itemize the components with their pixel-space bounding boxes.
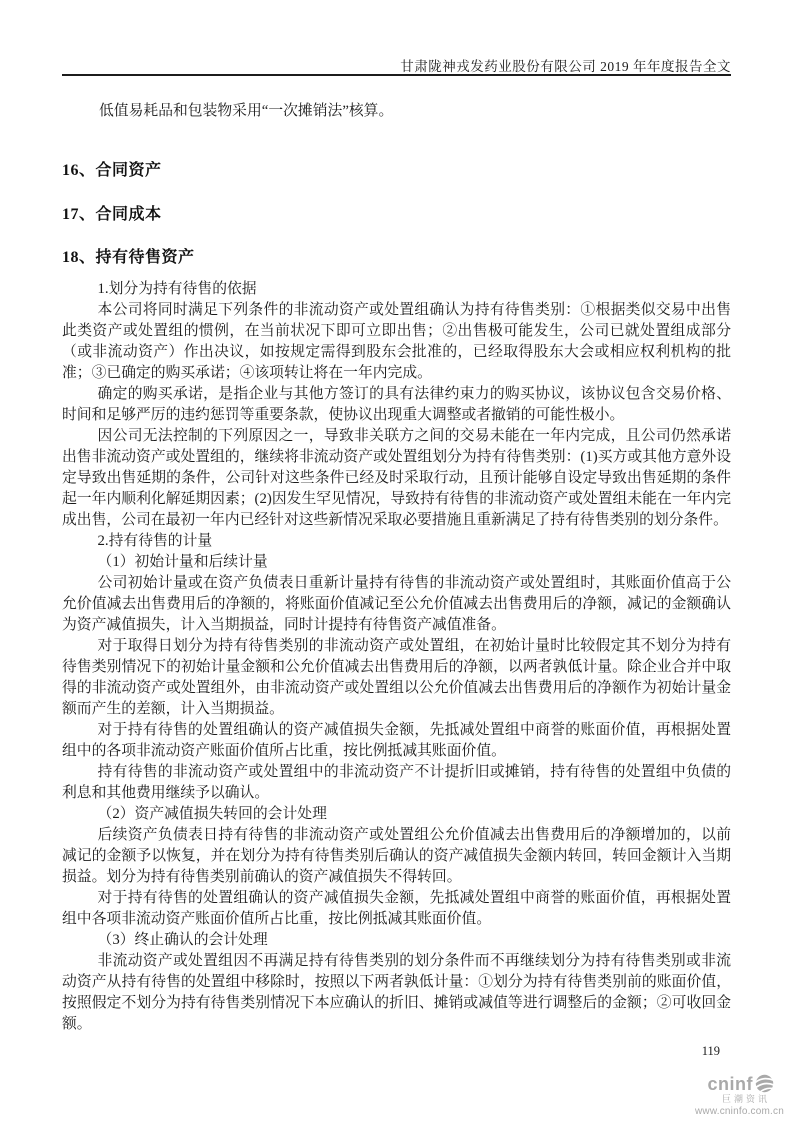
cninfo-chinese-name: 巨潮资讯 xyxy=(721,1094,770,1104)
body-paragraph: （1）初始计量和后续计量 xyxy=(97,554,268,570)
body-paragraph: 因公司无法控制的下列原因之一，导致非关联方之间的交易未能在一年内完成，且公司仍然承诺出售非流动资产或处置组的，继续将非流动资产或处置组划分为持有待售类别：(1)买方或其他方意外设定导致出售延期的条件，公司针对这些条件已经及时采取行动，且预计能够自设定导致出售延期的条件起一年内顺利化解延期因素；(2)因发生罕见情况，导致持有待售的非流动资产或处置组未能在一年内完成出售，公司在最初一年内已经针对这些新情况采取必要措施且重新满足了持有待售类别的划分条件。 xyxy=(62,428,731,528)
body-paragraph: 公司初始计量或在资产负债表日重新计量持有待售的非流动资产或处置组时，其账面价值高于公允价值减去出售费用后的净额的，将账面价值减记至公允价值减去出售费用后的净额，减记的金额确认为资产减值损失，计入当期损益，同时计提持有待售资产减值准备。 xyxy=(62,575,731,633)
body-paragraph: 持有待售的非流动资产或处置组中的非流动资产不计提折旧或摊销，持有待售的处置组中负债的利息和其他费用继续予以确认。 xyxy=(62,764,731,801)
body-paragraph: 本公司将同时满足下列条件的非流动资产或处置组确认为持有待售类别：①根据类似交易中出售此类资产或处置组的惯例，在当前状况下即可立即出售；②出售极可能发生，公司已就处置组成部分（或非流动资产）作出决议，如按规定需得到股东会批准的，已经取得股东大会或相应权利机构的批准；③已确定的购买承诺；④该项转让将在一年内完成。 xyxy=(62,302,731,381)
body-paragraph: 1.划分为持有待售的依据 xyxy=(97,281,257,297)
body-paragraph: 非流动资产或处置组因不再满足持有待售类别的划分条件而不再继续划分为持有待售类别或非流动资产从持有待售的处置组中移除时，按照以下两者孰低计量：①划分为持有待售类别前的账面价值，按照假定不划分为持有待售类别情况下本应确认的折旧、摊销或减值等进行调整后的金额；②可收回金额。 xyxy=(62,953,731,1032)
cninfo-url: www.cninfo.com.cn xyxy=(695,1106,784,1117)
body-paragraph: （3）终止确认的会计处理 xyxy=(97,932,268,948)
cninfo-swirl-icon xyxy=(755,1074,774,1093)
cninfo-brand-text: cninf xyxy=(707,1073,753,1094)
body-paragraph: 后续资产负债表日持有待售的非流动资产或处置组公允价值减去出售费用后的净额增加的，以前减记的金额予以恢复，并在划分为持有待售类别后确认的资产减值损失金额内转回，转回金额计入当期损益。划分为持有待售类别前确认的资产减值损失不得转回。 xyxy=(62,827,731,885)
body-paragraph: （2）资产减值损失转回的会计处理 xyxy=(97,806,327,822)
page-header-title: 甘肃陇神戎发药业股份有限公司 2019 年年度报告全文 xyxy=(400,59,731,74)
body-paragraph: 2.持有待售的计量 xyxy=(97,533,213,549)
body-paragraph: 对于持有待售的处置组确认的资产减值损失金额，先抵减处置组中商誉的账面价值，再根据处置组中各项非流动资产账面价值所占比重，按比例抵减其账面价值。 xyxy=(62,890,731,927)
section-body xyxy=(62,279,731,1035)
body-paragraph: 对于持有待售的处置组确认的资产减值损失金额，先抵减处置组中商誉的账面价值，再根据处置组中的各项非流动资产账面价值所占比重，按比例抵减其账面价值。 xyxy=(62,722,731,759)
body-paragraph: 确定的购买承诺，是指企业与其他方签订的具有法律约束力的购买协议，该协议包含交易价格、时间和足够严厉的违约惩罚等重要条款，使协议出现重大调整或者撤销的可能性极小。 xyxy=(62,386,731,423)
page-number: 119 xyxy=(701,1044,720,1058)
intro-paragraph: 低值易耗品和包装物采用“一次摊销法”核算。 xyxy=(99,103,394,119)
section-heading-17-contract-costs: 17、合同成本 xyxy=(62,206,162,223)
section-heading-16-contract-assets: 16、合同资产 xyxy=(62,162,162,179)
cninfo-logo xyxy=(654,1074,784,1117)
section-heading-18-held-for-sale-assets: 18、持有待售资产 xyxy=(62,249,195,266)
body-paragraph: 对于取得日划分为持有待售类别的非流动资产或处置组，在初始计量时比较假定其不划分为持有待售类别情况下的初始计量金额和公允价值减去出售费用后的净额，以两者孰低计量。除企业合并中取得的非流动资产或处置组外，由非流动资产或处置组以公允价值减去出售费用后的净额作为初始计量金额而产生的差额，计入当期损益。 xyxy=(62,638,731,717)
header-divider xyxy=(62,74,731,76)
